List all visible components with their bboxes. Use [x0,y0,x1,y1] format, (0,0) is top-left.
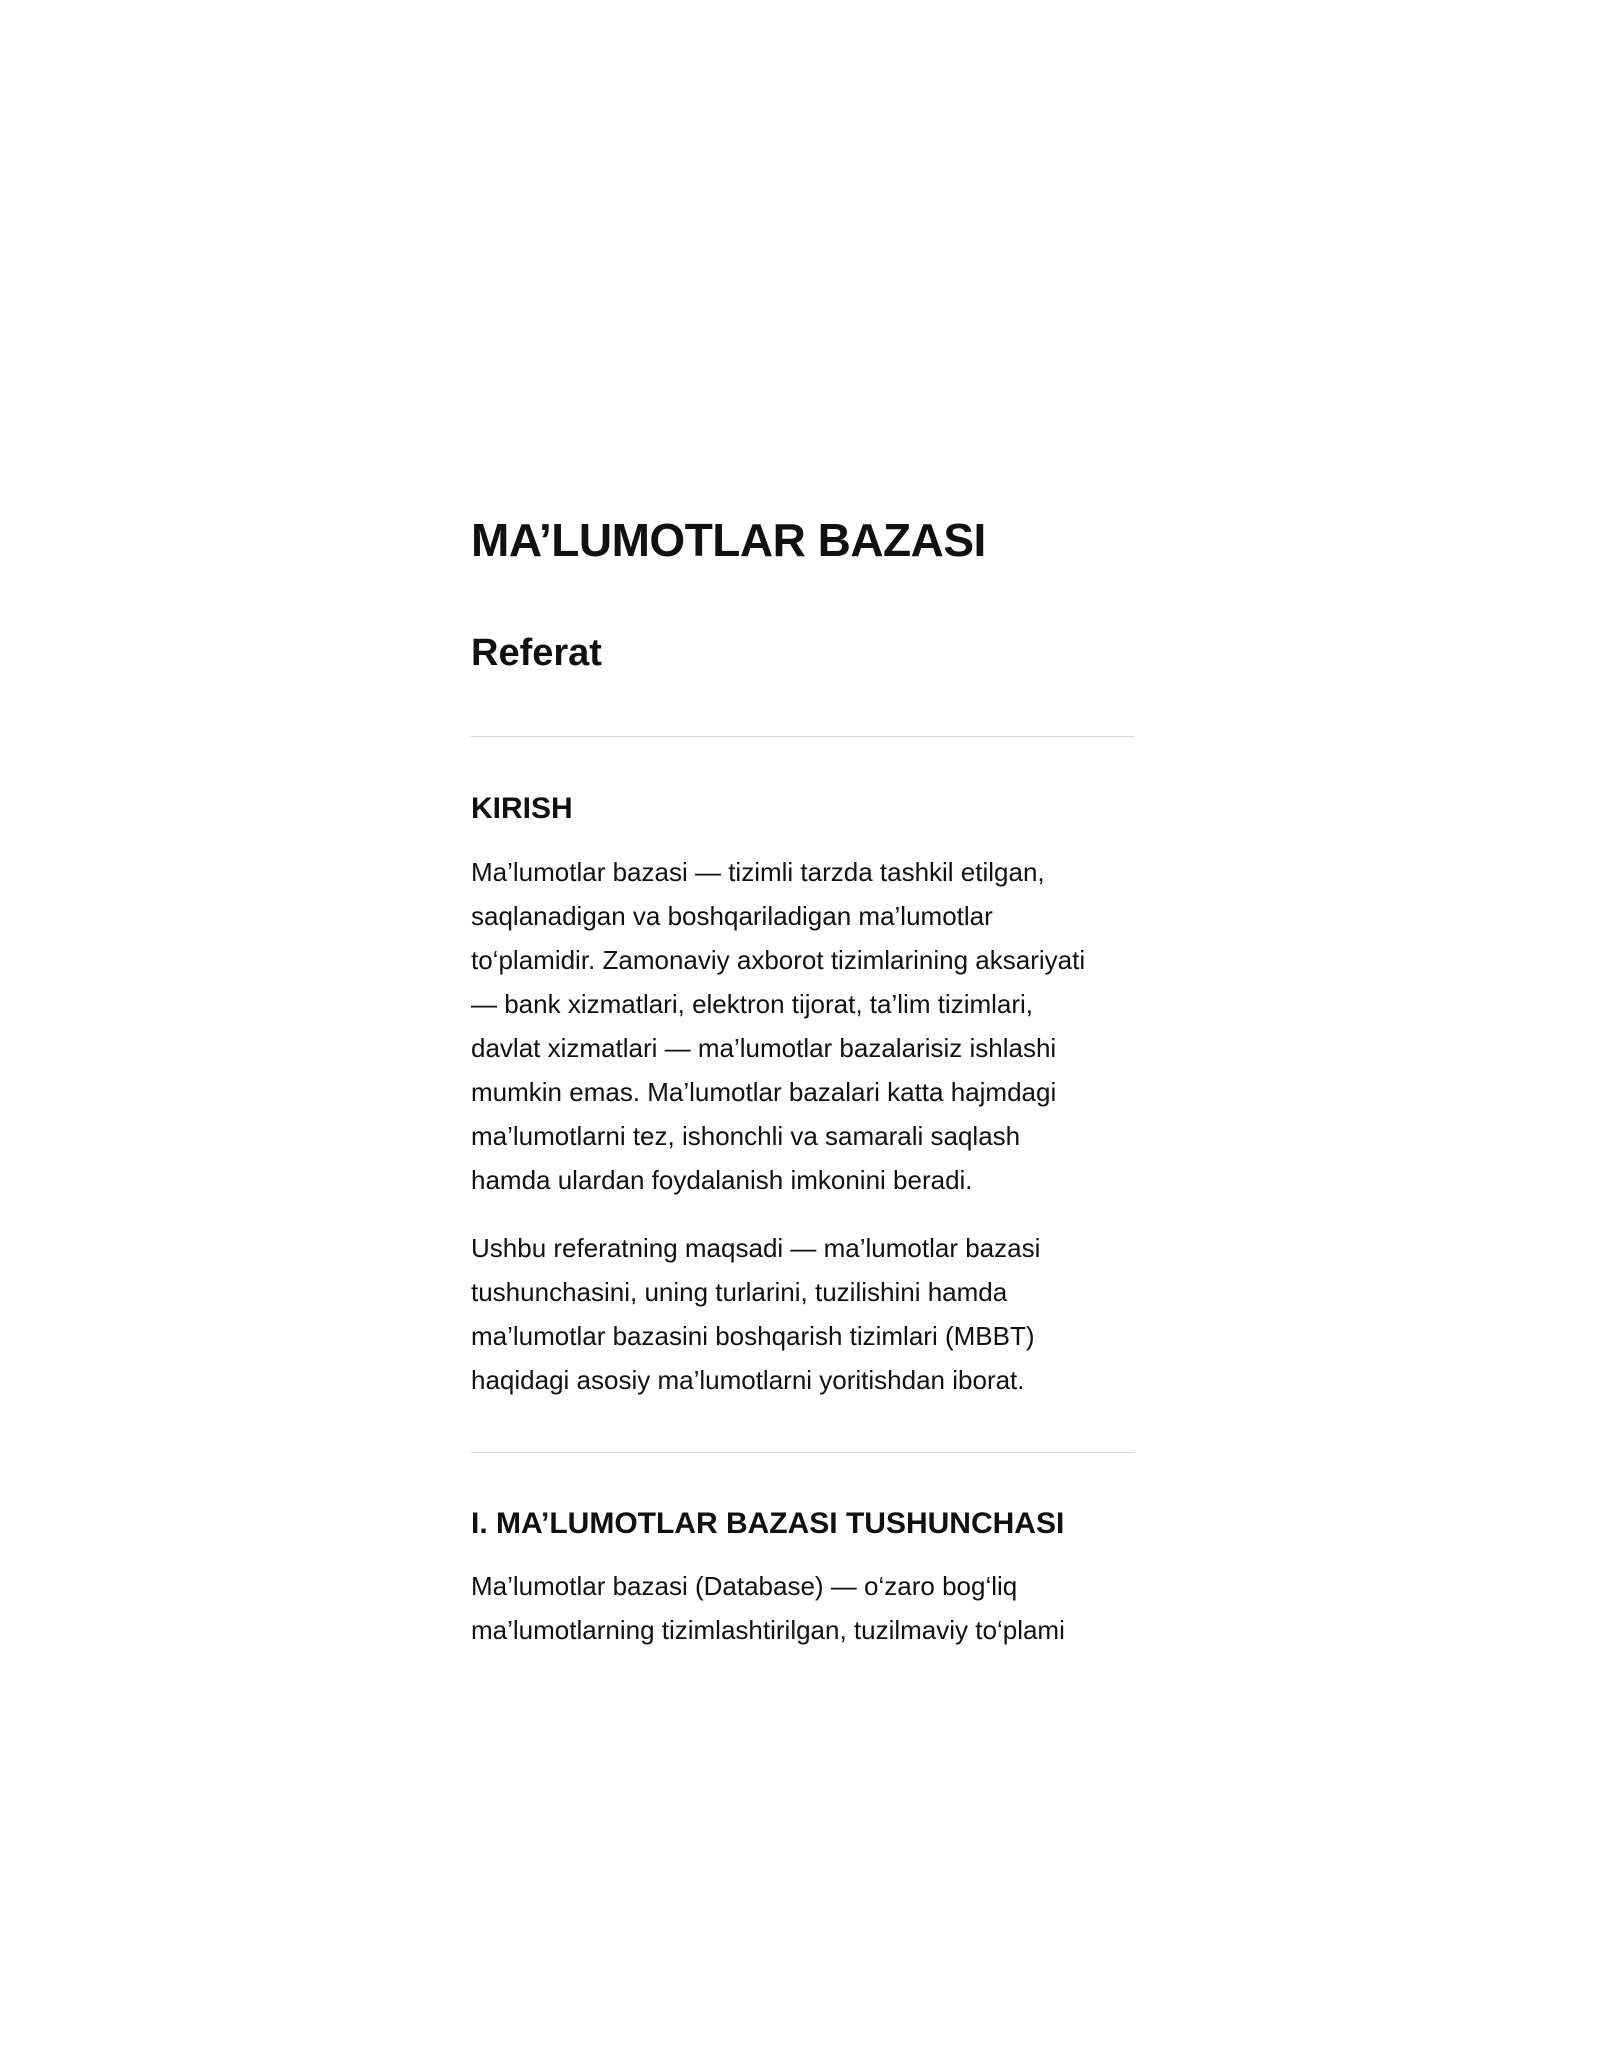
paragraph-line: saqlanadigan va boshqariladigan ma’lumotlar [471,901,993,931]
paragraph-line: ma’lumotlarni tez, ishonchli va samarali saqlash [471,1121,1021,1151]
document-subtitle: Referat [471,632,602,674]
paragraph-line: tushunchasini, uning turlarini, tuzilishini hamda [471,1277,1008,1307]
paragraph-line: to‘plamidir. Zamonaviy axborot tizimlarining aksariyati [471,945,1086,975]
section-heading-kirish: KIRISH [471,792,573,825]
paragraph-line: Ma’lumotlar bazasi — tizimli tarzda tashkil etilgan, [471,857,1045,887]
paragraph-line: ma’lumotlar bazasini boshqarish tizimlari (MBBT) [471,1321,1035,1351]
document-title: MA’LUMOTLAR BAZASI [471,514,986,566]
section-heading-tushuncha: I. MA’LUMOTLAR BAZASI TUSHUNCHASI [471,1507,1065,1540]
paragraph-line: davlat xizmatlari — ma’lumotlar bazalarisiz ishlashi [471,1033,1057,1063]
paragraph-line: Ma’lumotlar bazasi (Database) — o‘zaro bog‘liq [471,1571,1018,1601]
divider [471,1452,1134,1453]
paragraph-line: Ushbu referatning maqsadi — ma’lumotlar bazasi [471,1233,1041,1263]
paragraph-line: hamda ulardan foydalanish imkonini beradi. [471,1165,973,1195]
paragraph-definition [471,1564,1134,1652]
paragraph-line: mumkin emas. Ma’lumotlar bazalari katta hajmdagi [471,1077,1057,1107]
paragraph-intro [471,850,1134,1202]
divider [471,736,1134,737]
paragraph-line: ma’lumotlarning tizimlashtirilgan, tuzilmaviy to‘plami [471,1615,1065,1645]
paragraph-line: — bank xizmatlari, elektron tijorat, ta’lim tizimlari, [471,989,1034,1019]
paragraph-purpose [471,1226,1134,1402]
paragraph-line: haqidagi asosiy ma’lumotlarni yoritishdan iborat. [471,1365,1025,1395]
